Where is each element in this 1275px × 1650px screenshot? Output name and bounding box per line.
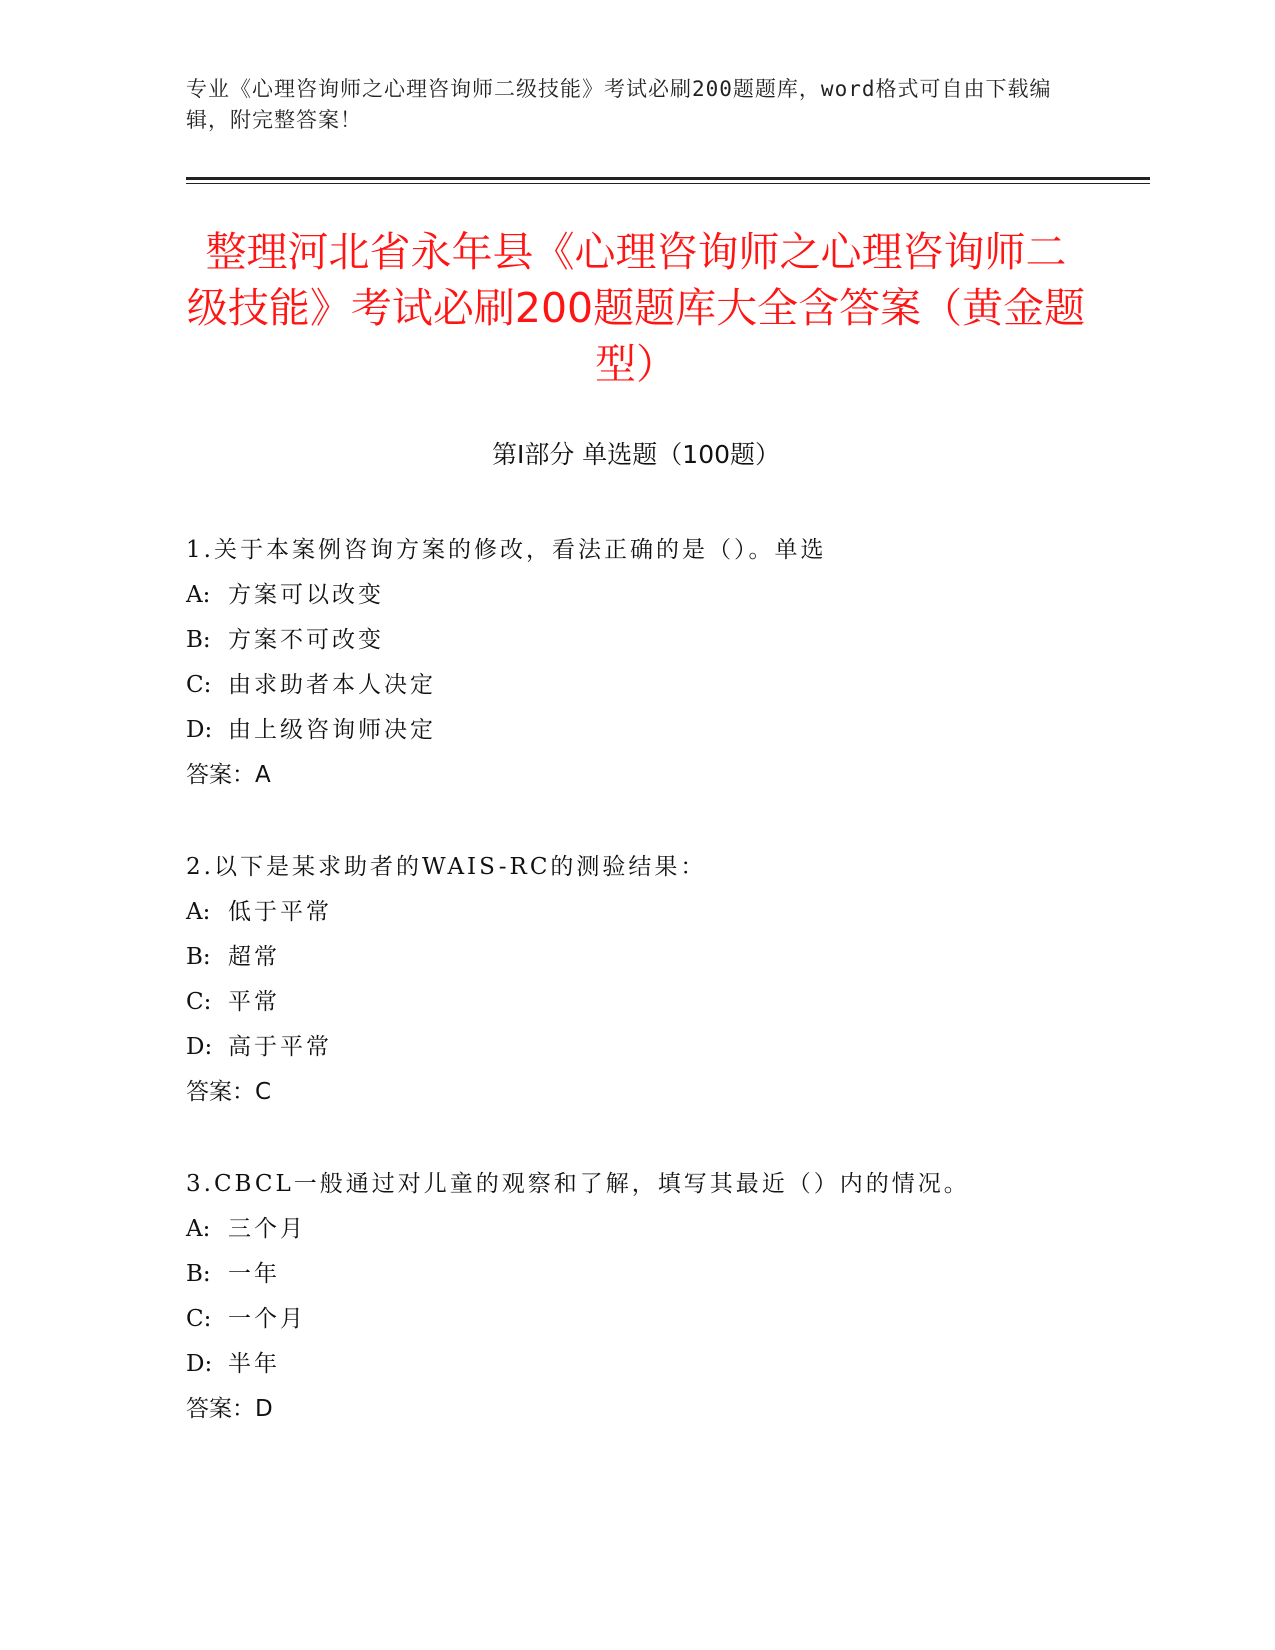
option-text: 一年	[228, 1261, 280, 1287]
option-text: 三个月	[228, 1216, 306, 1242]
header-divider-thick	[186, 177, 1150, 180]
option-d	[186, 708, 1126, 753]
question-list	[186, 528, 1126, 1479]
option-c	[186, 980, 1126, 1025]
option-text: 高于平常	[228, 1034, 332, 1060]
option-a	[186, 573, 1126, 618]
option-letter: B:	[186, 1261, 211, 1287]
option-b	[186, 935, 1126, 980]
option-text: 一个月	[228, 1306, 306, 1332]
answer-line: 答案：C	[186, 1079, 272, 1105]
option-letter: A:	[186, 899, 211, 925]
option-text: 方案不可改变	[228, 627, 384, 653]
option-b	[186, 1252, 1126, 1297]
option-letter: D:	[186, 1034, 213, 1060]
option-text: 半年	[228, 1351, 280, 1377]
question-2	[186, 845, 1126, 1115]
option-letter: D:	[186, 717, 213, 743]
section-heading: 第I部分 单选题（100题）	[491, 440, 781, 469]
option-text: 平常	[228, 989, 280, 1015]
option-text: 由求助者本人决定	[228, 672, 436, 698]
question-3	[186, 1162, 1126, 1432]
option-a	[186, 1207, 1126, 1252]
option-text: 由上级咨询师决定	[228, 717, 436, 743]
option-d	[186, 1025, 1126, 1070]
option-letter: A:	[186, 1216, 211, 1242]
option-c	[186, 1297, 1126, 1342]
question-stem: 2.以下是某求助者的WAIS-RC的测验结果：	[186, 854, 707, 880]
question-stem: 1.关于本案例咨询方案的修改，看法正确的是（）。单选	[186, 537, 827, 563]
option-b	[186, 618, 1126, 663]
answer-line: 答案：D	[186, 1396, 273, 1422]
option-d	[186, 1342, 1126, 1387]
option-text: 方案可以改变	[228, 582, 384, 608]
question-1	[186, 528, 1126, 798]
option-a	[186, 890, 1126, 935]
option-letter: D:	[186, 1351, 213, 1377]
option-text: 超常	[228, 944, 280, 970]
option-letter: A:	[186, 582, 211, 608]
option-letter: B:	[186, 944, 211, 970]
header-divider-thin	[186, 183, 1150, 184]
option-letter: C:	[186, 1306, 212, 1332]
document-title: 整理河北省永年县《心理咨询师之心理咨询师二级技能》考试必刷200题题库大全含答案（黄金题型）	[186, 228, 1086, 388]
option-letter: C:	[186, 989, 212, 1015]
option-letter: C:	[186, 672, 212, 698]
option-text: 低于平常	[228, 899, 332, 925]
question-stem: 3.CBCL一般通过对儿童的观察和了解，填写其最近（）内的情况。	[186, 1171, 970, 1197]
option-c	[186, 663, 1126, 708]
answer-line: 答案：A	[186, 762, 271, 788]
option-letter: B:	[186, 627, 211, 653]
header-note: 专业《心理咨询师之心理咨询师二级技能》考试必刷200题题库，word格式可自由下载编辑，附完整答案！	[186, 77, 1052, 132]
